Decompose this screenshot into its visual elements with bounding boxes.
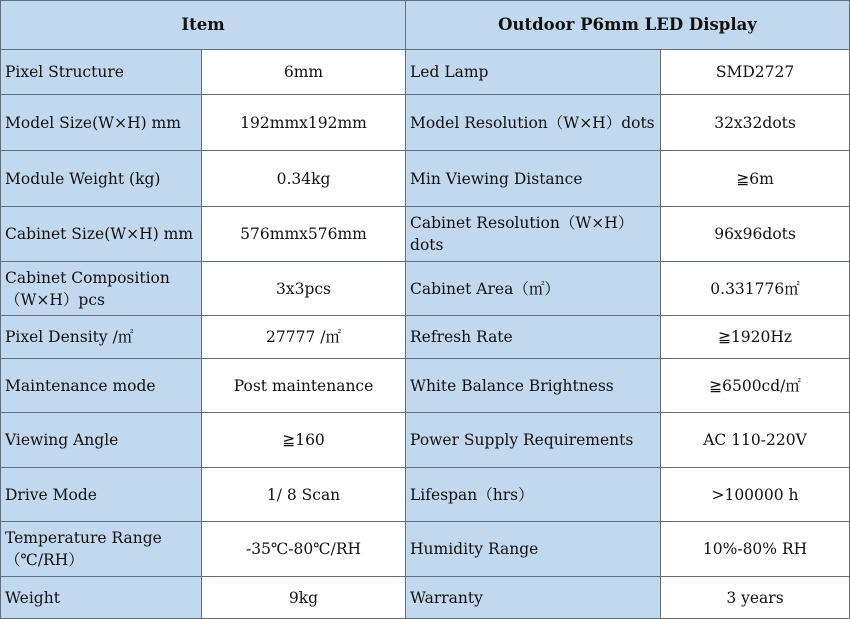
spec-value: 9kg (202, 577, 406, 619)
spec-value: 576mmx576mm (202, 207, 406, 262)
spec-label: Viewing Angle (1, 413, 202, 468)
spec-value: 192mmx192mm (202, 95, 406, 151)
spec-table-body (1, 50, 850, 619)
spec-label: White Balance Brightness (406, 359, 661, 413)
table-row (1, 468, 850, 522)
spec-label: Min Viewing Distance (406, 151, 661, 207)
spec-value: ≧1920Hz (661, 316, 850, 359)
spec-value: 32x32dots (661, 95, 850, 151)
spec-label: Power Supply Requirements (406, 413, 661, 468)
spec-label: Cabinet Composition（W×H）pcs (1, 262, 202, 316)
spec-label: Cabinet Resolution（W×H）dots (406, 207, 661, 262)
spec-value: 3x3pcs (202, 262, 406, 316)
spec-label: Lifespan（hrs） (406, 468, 661, 522)
spec-label: Humidity Range (406, 522, 661, 577)
spec-value: AC 110-220V (661, 413, 850, 468)
spec-label: Module Weight (kg) (1, 151, 202, 207)
table-row (1, 577, 850, 619)
spec-label: Cabinet Area（㎡） (406, 262, 661, 316)
spec-value: 27777 /㎡ (202, 316, 406, 359)
header-product: Outdoor P6mm LED Display (406, 1, 850, 50)
spec-value: 1/ 8 Scan (202, 468, 406, 522)
spec-label: Model Size(W×H) mm (1, 95, 202, 151)
spec-value: ≧160 (202, 413, 406, 468)
spec-label: Maintenance mode (1, 359, 202, 413)
table-row (1, 151, 850, 207)
spec-value: 6mm (202, 50, 406, 95)
table-row (1, 262, 850, 316)
spec-value: ≧6500cd/㎡ (661, 359, 850, 413)
table-row (1, 316, 850, 359)
spec-label: Model Resolution（W×H）dots (406, 95, 661, 151)
spec-label: Cabinet Size(W×H) mm (1, 207, 202, 262)
spec-value: -35℃-80℃/RH (202, 522, 406, 577)
header-row (1, 1, 850, 50)
spec-value: ≧6m (661, 151, 850, 207)
table-row (1, 207, 850, 262)
spec-label: Warranty (406, 577, 661, 619)
spec-label: Pixel Density /㎡ (1, 316, 202, 359)
spec-label: Led Lamp (406, 50, 661, 95)
spec-value: 3 years (661, 577, 850, 619)
spec-table-header (1, 1, 850, 50)
spec-label: Weight (1, 577, 202, 619)
table-row (1, 522, 850, 577)
spec-value: >100000 h (661, 468, 850, 522)
spec-value: 96x96dots (661, 207, 850, 262)
spec-label: Temperature Range（℃/RH） (1, 522, 202, 577)
table-row (1, 413, 850, 468)
spec-value: 10%-80% RH (661, 522, 850, 577)
spec-label: Refresh Rate (406, 316, 661, 359)
header-item: Item (1, 1, 406, 50)
spec-value: 0.34kg (202, 151, 406, 207)
spec-value: 0.331776㎡ (661, 262, 850, 316)
table-row (1, 50, 850, 95)
spec-label: Pixel Structure (1, 50, 202, 95)
spec-label: Drive Mode (1, 468, 202, 522)
table-row (1, 359, 850, 413)
table-row (1, 95, 850, 151)
spec-value: SMD2727 (661, 50, 850, 95)
spec-value: Post maintenance (202, 359, 406, 413)
